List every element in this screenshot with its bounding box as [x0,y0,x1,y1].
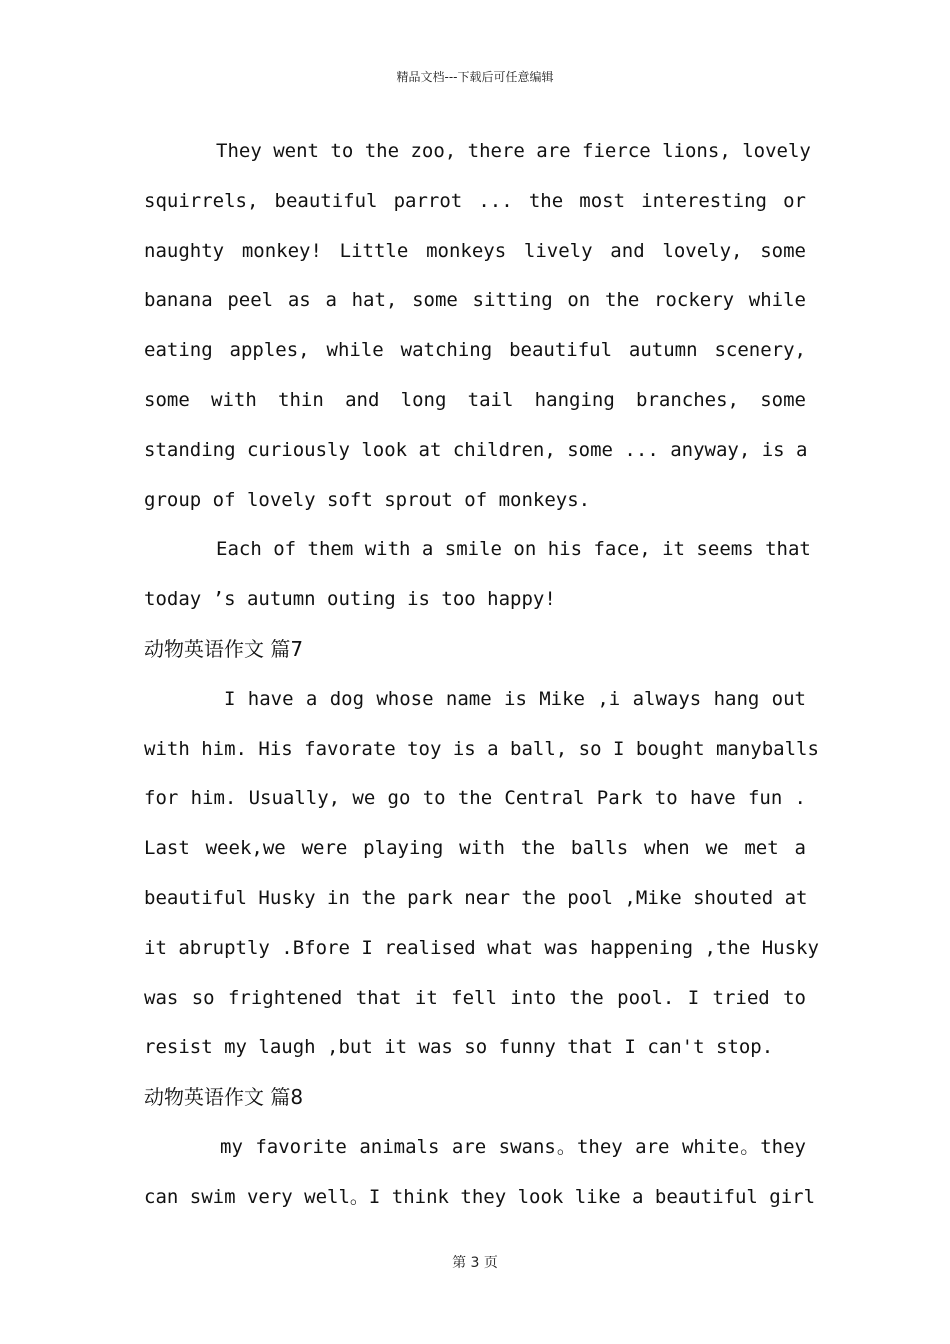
paragraph-smile [144,525,811,625]
text-line: squirrels, beautiful parrot ... the most interesting or [144,189,806,212]
text-line: beautiful Husky in the park near the pool ,Mike shouted at [144,886,808,909]
paragraph-dog [144,675,819,1073]
text-line: naughty monkey! Little monkeys lively and lovely, some [144,239,806,262]
paragraph-zoo [144,127,811,525]
text-line: for him. Usually, we go to the Central Park to have fun . [144,787,806,810]
text-line: standing curiously look at children, some ... anyway, is a [144,438,808,461]
text-line: group of lovely soft sprout of monkeys. [144,488,591,511]
page-header: 精品文档---下载后可任意编辑 [396,70,554,84]
paragraph-swans [144,1123,816,1223]
text-line: with him. His favorate toy is a ball, so I bought manyballs [144,737,819,760]
text-line: can swim very well。I think they look like a beautiful girl [144,1185,816,1208]
text-line: They went to the zoo, there are fierce lions, lovely [216,140,811,162]
text-line: was so frightened that it fell into the pool. I tried to [144,986,806,1009]
text-line: my favorite animals are swans。they are white。they [220,1135,806,1158]
page-number: 第 3 页 [452,1255,498,1271]
text-line: I have a dog whose name is Mike ,i always hang out [224,687,806,710]
section-heading-8: 动物英语作文 篇8 [144,1085,304,1110]
text-line: today ’s autumn outing is too happy! [144,588,556,611]
text-line: resist my laugh ,but it was so funny that I can't stop. [144,1036,774,1059]
text-line: banana peel as a hat, some sitting on the rockery while [144,289,806,312]
text-line: some with thin and long tail hanging branches, some [144,388,806,411]
document-body [144,127,819,1223]
text-line: Each of them with a smile on his face, it seems that [216,538,811,561]
text-line: Last week,we were playing with the balls when we met a [144,837,806,860]
text-line: eating apples, while watching beautiful autumn scenery, [144,339,806,362]
section-heading-7: 动物英语作文 篇7 [144,636,304,661]
text-line: it abruptly .Bfore I realised what was happening ,the Husky [144,936,819,959]
